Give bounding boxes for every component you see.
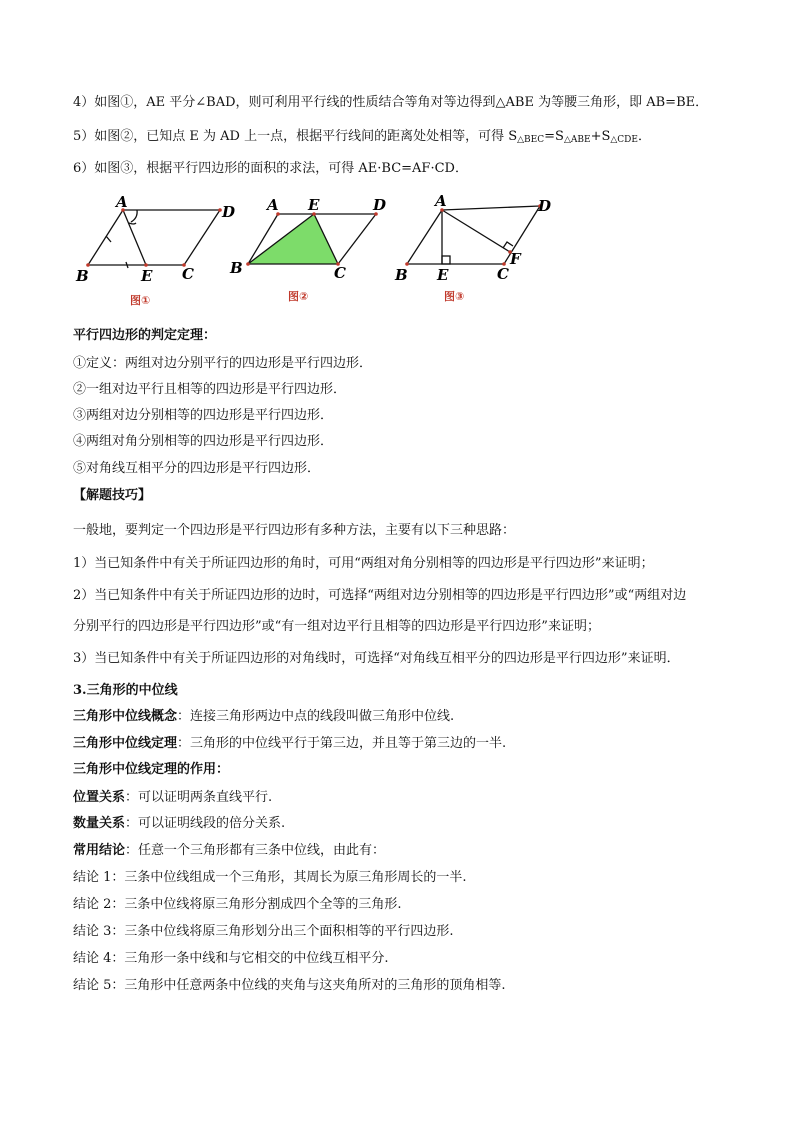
p5-sub-cde: △CDE xyxy=(610,135,638,145)
midline-quantity xyxy=(73,815,285,832)
fig2-label-e: E xyxy=(308,196,320,214)
common-text: ：任意一个三角形都有三条中位线，由此有： xyxy=(125,843,386,858)
fig3-label-d: D xyxy=(538,197,552,215)
fig1-caption: 图① xyxy=(130,294,151,307)
p5-end: ． xyxy=(637,129,651,144)
fig1-label-c: C xyxy=(182,265,194,283)
property-4: 4）如图①，AE 平分∠BAD，则可利用平行线的性质结合等角对等边得到△ABE 为等腰三角形，即 AB=BE． xyxy=(73,95,709,110)
tips-3: 3）当已知条件中有关于所证四边形的对角线时，可选择“对角线互相平分的四边形是平行四边形”来证明． xyxy=(73,651,680,666)
fig1-label-d: D xyxy=(222,203,236,221)
fig1-label-a: A xyxy=(116,193,128,211)
fig1-label-e: E xyxy=(141,267,153,285)
fig3-label-f: F xyxy=(510,250,521,268)
fig3-label-b: B xyxy=(395,266,408,284)
property-5 xyxy=(73,128,651,149)
p5-sub-bec: △BEC xyxy=(517,135,545,145)
theorem-text: ：三角形的中位线平行于第三边，并且等于第三边的一半. xyxy=(177,736,507,751)
fig2-label-a: A xyxy=(267,196,279,214)
tips-1: 1）当已知条件中有关于所证四边形的角时，可用“两组对角分别相等的四边形是平行四边形”来证明； xyxy=(73,556,654,571)
conclusion-5: 结论 5：三角形中任意两条中位线的夹角与这夹角所对的三角形的顶角相等. xyxy=(73,978,506,993)
concept-text: ：连接三角形两边中点的线段叫做三角形中位线. xyxy=(177,709,455,724)
criteria-item-4: ④两组对角分别相等的四边形是平行四边形． xyxy=(73,434,334,449)
figure-3 xyxy=(392,192,562,314)
tips-intro: 一般地，要判定一个四边形是平行四边形有多种方法，主要有以下三种思路： xyxy=(73,523,516,538)
p5-mid1: =S xyxy=(544,129,564,144)
midline-theorem xyxy=(73,735,506,752)
criteria-title: 平行四边形的判定定理： xyxy=(73,328,217,343)
fig1-label-b: B xyxy=(76,267,89,285)
fig2-shaded-triangle xyxy=(248,214,338,264)
concept-label: 三角形中位线概念 xyxy=(73,709,178,724)
conclusion-3: 结论 3：三条中位线将原三角形划分出三个面积相等的平行四边形. xyxy=(73,924,454,939)
midline-concept xyxy=(73,708,454,725)
midline-role: 三角形中位线定理的作用： xyxy=(73,762,230,777)
figure-1 xyxy=(70,192,240,314)
fig2-label-c: C xyxy=(334,264,346,282)
criteria-item-3: ③两组对边分别相等的四边形是平行四边形． xyxy=(73,408,334,423)
fig3-label-c: C xyxy=(497,265,509,283)
criteria-item-1: ①定义：两组对边分别平行的四边形是平行四边形． xyxy=(73,356,373,371)
position-text: ：可以证明两条直线平行. xyxy=(125,790,273,805)
midline-position xyxy=(73,789,272,806)
p5-pre: 5）如图②，已知点 E 为 AD 上一点，根据平行线间的距离处处相等，可得 S xyxy=(73,129,518,144)
fig3-label-e: E xyxy=(437,266,449,284)
figure-2 xyxy=(228,192,398,314)
criteria-item-2: ②一组对边平行且相等的四边形是平行四边形． xyxy=(73,382,347,397)
position-label: 位置关系 xyxy=(73,790,126,805)
p5-sub-abe: △ABE xyxy=(563,135,591,145)
conclusion-4: 结论 4：三角形一条中线和与它相交的中位线互相平分. xyxy=(73,951,389,966)
property-6: 6）如图③，根据平行四边形的面积的求法，可得 AE·BC=AF·CD． xyxy=(73,161,468,176)
midline-heading: 3.三角形的中位线 xyxy=(73,683,178,698)
fig2-label-b: B xyxy=(230,259,243,277)
common-label: 常用结论 xyxy=(73,843,126,858)
fig3-caption: 图③ xyxy=(444,290,465,303)
tips-title: 【解题技巧】 xyxy=(73,488,152,503)
conclusion-2: 结论 2：三条中位线将原三角形分割成四个全等的三角形. xyxy=(73,897,402,912)
theorem-label: 三角形中位线定理 xyxy=(73,736,178,751)
p5-mid2: +S xyxy=(590,129,611,144)
conclusion-1: 结论 1：三条中位线组成一个三角形，其周长为原三角形周长的一半. xyxy=(73,870,467,885)
tips-2a: 2）当已知条件中有关于所证四边形的边时，可选择“两组对边分别相等的四边形是平行四边形”或“两组对边 xyxy=(73,588,687,603)
quantity-text: ：可以证明线段的倍分关系. xyxy=(125,816,286,831)
fig2-label-d: D xyxy=(373,196,387,214)
fig2-caption: 图② xyxy=(288,290,309,303)
fig3-label-a: A xyxy=(435,192,447,210)
criteria-item-5: ⑤对角线互相平分的四边形是平行四边形． xyxy=(73,461,321,476)
midline-common xyxy=(73,842,385,859)
quantity-label: 数量关系 xyxy=(73,816,126,831)
tips-2b: 分别平行的四边形是平行四边形”或“有一组对边平行且相等的四边形是平行四边形”来证明； xyxy=(73,619,600,634)
